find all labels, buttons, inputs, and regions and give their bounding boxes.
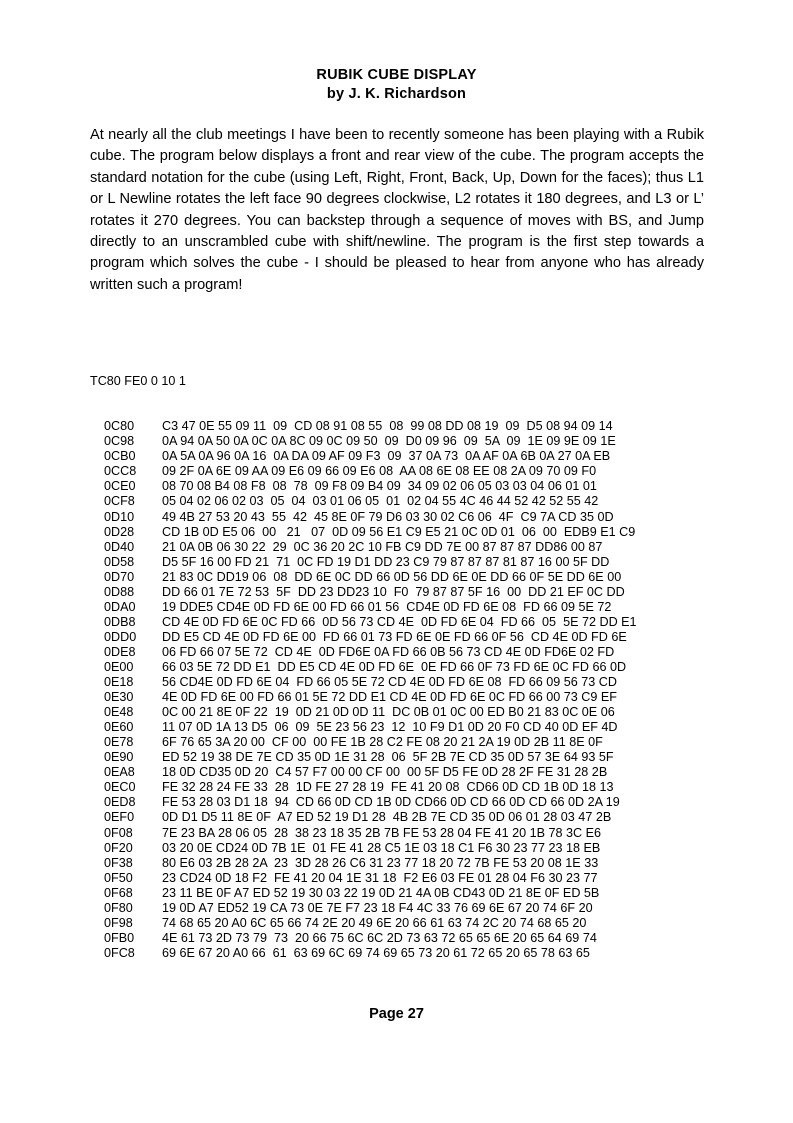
hex-row	[90, 795, 730, 810]
hex-address: 0F08	[104, 825, 133, 840]
hex-address: 0C80	[104, 419, 135, 434]
hex-row	[90, 645, 730, 660]
hex-row	[90, 931, 730, 946]
hex-address: 0EA8	[104, 765, 135, 780]
hex-row	[90, 630, 730, 645]
hex-bytes: DD 66 01 7E 72 53 5F DD 23 DD23 10 F0 79 87 87 5F 16 00 DD 21 EF 0C DD	[162, 584, 625, 599]
hex-bytes: 03 20 0E CD24 0D 7B 1E 01 FE 41 28 C5 1E 03 18 C1 F6 30 23 77 23 18 EB	[162, 840, 601, 855]
hex-row	[90, 510, 730, 525]
hex-bytes: C3 47 0E 55 09 11 09 CD 08 91 08 55 08 99 08 DD 08 19 09 D5 08 94 09 14	[162, 419, 613, 434]
hex-address: 0F50	[104, 870, 133, 885]
hex-address: 0F20	[104, 840, 133, 855]
hex-bytes: 21 83 0C DD19 06 08 DD 6E 0C DD 66 0D 56 DD 6E 0E DD 66 0F 5E DD 6E 00	[162, 569, 622, 584]
hex-address: 0FC8	[104, 945, 135, 960]
hex-row	[90, 570, 730, 585]
hex-bytes: 69 6E 67 20 A0 66 61 63 69 6C 69 74 69 65 73 20 61 72 65 20 65 78 63 65	[162, 945, 590, 960]
hex-bytes: 7E 23 BA 28 06 05 28 38 23 18 35 2B 7B FE 53 28 04 FE 41 20 1B 78 3C E6	[162, 825, 602, 840]
hex-row	[90, 871, 730, 886]
hex-address: 0DA0	[104, 599, 136, 614]
hex-row	[90, 901, 730, 916]
hex-row	[90, 555, 730, 570]
hex-address: 0E30	[104, 690, 134, 705]
hex-row	[90, 479, 730, 494]
hex-row	[90, 419, 730, 434]
hex-bytes: 06 FD 66 07 5E 72 CD 4E 0D FD6E 0A FD 66 0B 56 73 CD 4E 0D FD6E 02 FD	[162, 644, 615, 659]
hex-bytes: 19 DDE5 CD4E 0D FD 6E 00 FD 66 01 56 CD4E 0D FD 6E 08 FD 66 09 5E 72	[162, 599, 612, 614]
hex-address: 0F68	[104, 885, 133, 900]
hex-bytes: 4E 61 73 2D 73 79 73 20 66 75 6C 6C 2D 73 63 72 65 65 6E 20 65 64 69 74	[162, 930, 597, 945]
hex-row	[90, 765, 730, 780]
hex-row	[90, 464, 730, 479]
hex-row	[90, 615, 730, 630]
hex-bytes: ED 52 19 38 DE 7E CD 35 0D 1E 31 28 06 5F 2B 7E CD 35 0D 57 3E 64 93 5F	[162, 750, 614, 765]
hex-row	[90, 449, 730, 464]
hex-row	[90, 434, 730, 449]
hex-row	[90, 525, 730, 540]
hex-row	[90, 750, 730, 765]
hex-row	[90, 600, 730, 615]
hex-row	[90, 946, 730, 961]
hex-address: 0CC8	[104, 464, 137, 479]
hex-address: 0CB0	[104, 449, 136, 464]
hex-row	[90, 886, 730, 901]
hex-address: 0F38	[104, 855, 133, 870]
hex-address: 0D70	[104, 569, 135, 584]
hex-row	[90, 675, 730, 690]
hex-row	[90, 660, 730, 675]
hex-bytes: 23 11 BE 0F A7 ED 52 19 30 03 22 19 0D 21 4A 0B CD43 0D 21 8E 0F ED 5B	[162, 885, 600, 900]
hex-bytes: 09 2F 0A 6E 09 AA 09 E6 09 66 09 E6 08 AA 08 6E 08 EE 08 2A 09 70 09 F0	[162, 464, 597, 479]
hex-address: 0E78	[104, 735, 134, 750]
hex-bytes: 05 04 02 06 02 03 05 04 03 01 06 05 01 02 04 55 4C 46 44 52 42 52 55 42	[162, 494, 599, 509]
hex-address: 0E90	[104, 750, 134, 765]
hex-address: 0E60	[104, 720, 134, 735]
hex-bytes: 08 70 08 B4 08 F8 08 78 09 F8 09 B4 09 34 09 02 06 05 03 03 04 06 01 01	[162, 479, 597, 494]
hex-address: 0FB0	[104, 930, 135, 945]
hex-address: 0D28	[104, 524, 135, 539]
hex-address: 0E18	[104, 675, 134, 690]
hex-row	[90, 720, 730, 735]
hex-bytes: 21 0A 0B 06 30 22 29 0C 36 20 2C 10 FB C9 DD 7E 00 87 87 87 DD86 00 87	[162, 539, 603, 554]
hex-row	[90, 810, 730, 825]
hex-row	[90, 735, 730, 750]
hex-address: 0D58	[104, 554, 135, 569]
hex-address: 0D10	[104, 509, 135, 524]
hex-bytes: 4E 0D FD 6E 00 FD 66 01 5E 72 DD E1 CD 4E 0D FD 6E 0C FD 66 00 73 C9 EF	[162, 690, 617, 705]
hex-row	[90, 494, 730, 509]
hex-rows-container	[90, 419, 730, 961]
hex-row	[90, 540, 730, 555]
page-footer: Page 27	[369, 1006, 424, 1022]
hex-bytes: 80 E6 03 2B 28 2A 23 3D 28 26 C6 31 23 77 18 20 72 7B FE 53 20 08 1E 33	[162, 855, 599, 870]
listing-header: TC80 FE0 0 10 1	[90, 374, 186, 389]
hex-bytes: 19 0D A7 ED52 19 CA 73 0E 7E F7 23 18 F4 4C 33 76 69 6E 67 20 74 6F 20	[162, 900, 593, 915]
hex-bytes: 0D D1 D5 11 8E 0F A7 ED 52 19 D1 28 4B 2B 7E CD 35 0D 06 01 28 03 47 2B	[162, 810, 612, 825]
hex-listing	[90, 344, 730, 991]
hex-address: 0D88	[104, 584, 135, 599]
hex-bytes: FE 32 28 24 FE 33 28 1D FE 27 28 19 FE 41 20 08 CD66 0D CD 1B 0D 18 13	[162, 780, 614, 795]
hex-bytes: DD E5 CD 4E 0D FD 6E 00 FD 66 01 73 FD 6E 0E FD 66 0F 56 CD 4E 0D FD 6E	[162, 629, 627, 644]
author-byline: by J. K. Richardson	[326, 86, 467, 102]
hex-bytes: 23 CD24 0D 18 F2 FE 41 20 04 1E 31 18 F2 E6 03 FE 01 28 04 F6 30 23 77	[162, 870, 598, 885]
hex-bytes: CD 4E 0D FD 6E 0C FD 66 0D 56 73 CD 4E 0D FD 6E 04 FD 66 05 5E 72 DD E1	[162, 614, 637, 629]
hex-address: 0EC0	[104, 780, 136, 795]
hex-row	[90, 826, 730, 841]
hex-bytes: 66 03 5E 72 DD E1 DD E5 CD 4E 0D FD 6E 0E FD 66 0F 73 FD 6E 0C FD 66 0D	[162, 659, 627, 674]
hex-address: 0DE8	[104, 644, 136, 659]
hex-address: 0EF0	[104, 810, 135, 825]
page-title: RUBIK CUBE DISPLAY	[316, 67, 477, 83]
hex-row	[90, 916, 730, 931]
hex-bytes: 6F 76 65 3A 20 00 CF 00 00 FE 1B 28 C2 FE 08 20 21 2A 19 0D 2B 11 8E 0F	[162, 735, 603, 750]
hex-row	[90, 780, 730, 795]
hex-address: 0D40	[104, 539, 135, 554]
hex-bytes: 0A 5A 0A 96 0A 16 0A DA 09 AF 09 F3 09 37 0A 73 0A AF 0A 6B 0A 27 0A EB	[162, 449, 611, 464]
hex-row	[90, 841, 730, 856]
hex-row	[90, 585, 730, 600]
hex-bytes: D5 5F 16 00 FD 21 71 0C FD 19 D1 DD 23 C9 79 87 87 87 81 87 16 00 5F DD	[162, 554, 610, 569]
hex-address: 0CF8	[104, 494, 135, 509]
hex-bytes: 49 4B 27 53 20 43 55 42 45 8E 0F 79 D6 03 30 02 C6 06 4F C9 7A CD 35 0D	[162, 509, 614, 524]
hex-bytes: CD 1B 0D E5 06 00 21 07 0D 09 56 E1 C9 E5 21 0C 0D 01 06 00 EDB9 E1 C9	[162, 524, 636, 539]
hex-row	[90, 856, 730, 871]
hex-address: 0E48	[104, 705, 134, 720]
hex-row	[90, 690, 730, 705]
title-block	[0, 66, 793, 104]
hex-bytes: 0C 00 21 8E 0F 22 19 0D 21 0D 0D 11 DC 0B 01 0C 00 ED B0 21 83 0C 0E 06	[162, 705, 615, 720]
hex-bytes: 11 07 0D 1A 13 D5 06 09 5E 23 56 23 12 10 F9 D1 0D 20 F0 CD 40 0D EF 4D	[162, 720, 618, 735]
hex-bytes: 0A 94 0A 50 0A 0C 0A 8C 09 0C 09 50 09 D0 09 96 09 5A 09 1E 09 9E 09 1E	[162, 434, 616, 449]
intro-paragraph-text: At nearly all the club meetings I have been to recently someone has been playing with a Rubik cube. The program below displays a front and rear view of the cube. The program accepts the standard notation for the cube (using Left, Right, Front, Back, Up, Down for the faces); thus L1 or L Newline rotates the left face 90 degrees clockwise, L2 rotates it 180 degrees, and L3 or L’ rotates it 270 degrees. You can backstep through a sequence of moves with BS, and Jump directly to an unscrambled cube with shift/newline. The program is the first step towards a program which solves the cube - I should be pleased to hear from anyone who has already written such a program!	[90, 127, 704, 293]
hex-bytes: 56 CD4E 0D FD 6E 04 FD 66 05 5E 72 CD 4E 0D FD 6E 08 FD 66 09 56 73 CD	[162, 675, 617, 690]
hex-address: 0DB8	[104, 614, 136, 629]
hex-address: 0F80	[104, 900, 133, 915]
hex-address: 0DD0	[104, 629, 137, 644]
intro-paragraph	[90, 125, 704, 296]
hex-address: 0ED8	[104, 795, 136, 810]
hex-row	[90, 705, 730, 720]
hex-bytes: 18 0D CD35 0D 20 C4 57 F7 00 00 CF 00 00 5F D5 FE 0D 28 2F FE 31 28 2B	[162, 765, 608, 780]
hex-bytes: 74 68 65 20 A0 6C 65 66 74 2E 20 49 6E 20 66 61 63 74 2C 20 74 68 65 20	[162, 915, 587, 930]
hex-address: 0E00	[104, 659, 134, 674]
hex-address: 0F98	[104, 915, 133, 930]
hex-address: 0CE0	[104, 479, 136, 494]
hex-address: 0C98	[104, 434, 135, 449]
hex-bytes: FE 53 28 03 D1 18 94 CD 66 0D CD 1B 0D CD66 0D CD 66 0D CD 66 0D 2A 19	[162, 795, 620, 810]
